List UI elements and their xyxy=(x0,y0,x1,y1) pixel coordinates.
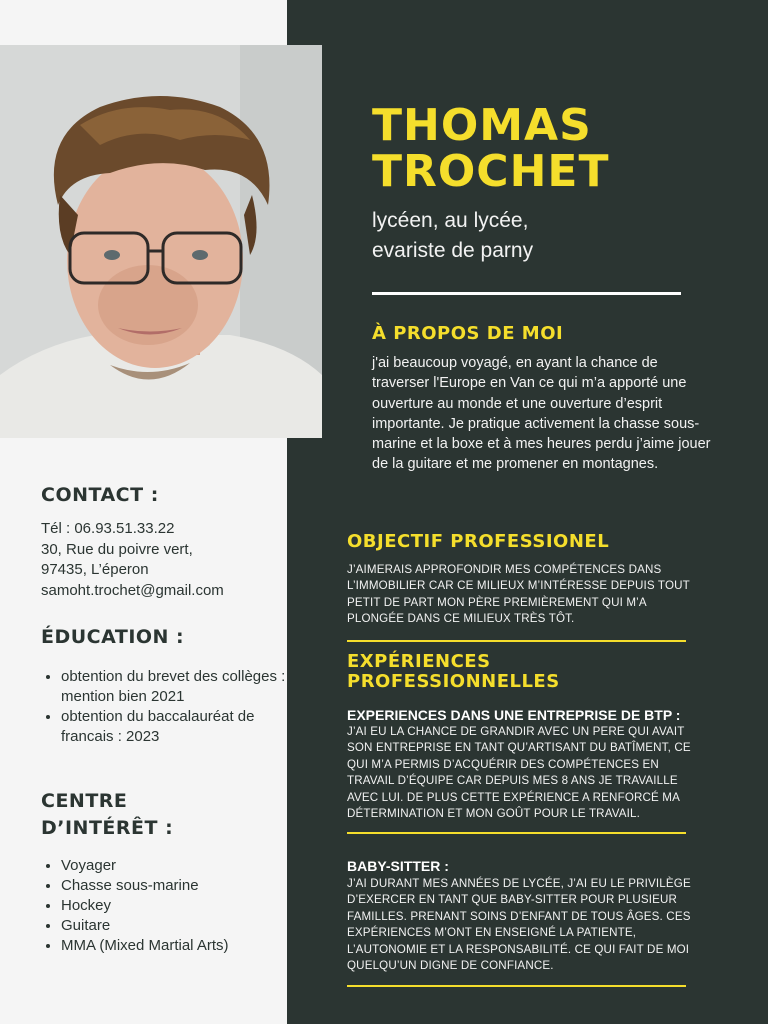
experiences-heading xyxy=(347,652,560,692)
interests-list xyxy=(41,856,251,956)
list-item: • Hockey xyxy=(61,896,251,916)
list-item: • Chasse sous-marine xyxy=(61,876,251,896)
divider xyxy=(347,640,686,642)
list-item: • obtention du baccalauréat de francais : 2023 xyxy=(61,707,291,747)
contact-address-line-2: 97435, L’éperon xyxy=(41,561,149,578)
name-first: THOMAS xyxy=(372,100,592,151)
interests-heading-line-2: D’INTÉRÊT : xyxy=(41,817,174,839)
divider xyxy=(372,292,681,295)
experience-title: BABY-SITTER : xyxy=(347,858,449,874)
about-text: j'ai beaucoup voyagé, en ayant la chance de traverser l'Europe en Van ce qui m’a apporté une ouverture au monde et une ouverture d’esprit importante. Je pratique activement la chasse sous-marine et la boxe et à mes heures perdu j’aime jouer de la guitare et me promener en montagnes. xyxy=(372,355,711,473)
experiences-heading-line-1: EXPÉRIENCES xyxy=(347,651,491,672)
divider xyxy=(347,832,686,834)
education-heading: ÉDUCATION : xyxy=(41,626,185,648)
divider xyxy=(347,985,686,987)
name-last: TROCHET xyxy=(372,146,610,197)
list-item: • Voyager xyxy=(61,856,251,876)
person-name xyxy=(372,100,610,197)
objective-text: J’AIMERAIS APPROFONDIR MES COMPÉTENCES DANS L’IMMOBILIER CAR CE MILIEUX M’INTÉRESSE DEPUIS TOUT PETIT DE PART MON PÈRE PREMIÈREMENT QUI M’A PLONGÉE DANS CE MILIEUX TRÈS TÔT. xyxy=(347,563,690,626)
interests-heading-line-1: CENTRE xyxy=(41,790,128,812)
contact-heading: CONTACT : xyxy=(41,484,159,506)
experience-title: EXPERIENCES DANS UNE ENTREPRISE DE BTP : xyxy=(347,707,681,723)
education-list xyxy=(41,667,291,747)
experiences-heading-line-2: PROFESSIONNELLES xyxy=(347,671,560,692)
list-item: • MMA (Mixed Martial Arts) xyxy=(61,936,251,956)
contact-phone: Tél : 06.93.51.33.22 xyxy=(41,520,175,537)
contact-address-line-1: 30, Rue du poivre vert, xyxy=(41,540,193,558)
contact-email: samoht.trochet@gmail.com xyxy=(41,581,224,599)
experience-text: J’AI DURANT MES ANNÉES DE LYCÉE, J’AI EU LE PRIVILÈGE D’EXERCER EN TANT QUE BABY-SITTER POUR PLUSIEUR FAMILLES. PRENANT SOINS D’ENFANT DE TOUS ÂGES. CES EXPÉRIENCES M’ONT EN ENSEIGNÉ LA PATIENTE, L’AUTONOMIE ET LA RESPONSABILITÉ. CE QUI FAIT DE MOI QUELQU’UN DIGNE DE CONFIANCE. xyxy=(347,877,691,973)
profile-photo xyxy=(0,45,322,438)
contact-info xyxy=(41,519,224,601)
list-item: • obtention du brevet des collèges : mention bien 2021 xyxy=(61,667,291,707)
about-heading: À PROPOS DE MOI xyxy=(372,323,564,344)
list-item: • Guitare xyxy=(61,916,251,936)
subtitle xyxy=(372,206,672,266)
objective-heading: OBJECTIF PROFESSIONEL xyxy=(347,531,610,552)
interests-heading xyxy=(41,788,173,842)
experience-text: J’AI EU LA CHANCE DE GRANDIR AVEC UN PERE QUI AVAIT SON ENTREPRISE EN TANT QU’ARTISANT DU BATÎMENT, CE QUI M’A PERMIS D’ACQUÉRIR DES COMPÉTENCES EN TRAVAIL D’ÉQUIPE CAR DEPUIS MES 8 ANS JE TRAVAILLE AVEC LUI. DE PLUS CETTE EXPÉRIENCE A RENFORCÉ MA DÉTERMINATION ET MON GOÛT POUR LE TRAVAIL. xyxy=(347,725,691,821)
subtitle-line-2: evariste de parny xyxy=(372,239,534,262)
subtitle-line-1: lycéen, au lycée, xyxy=(372,209,529,232)
